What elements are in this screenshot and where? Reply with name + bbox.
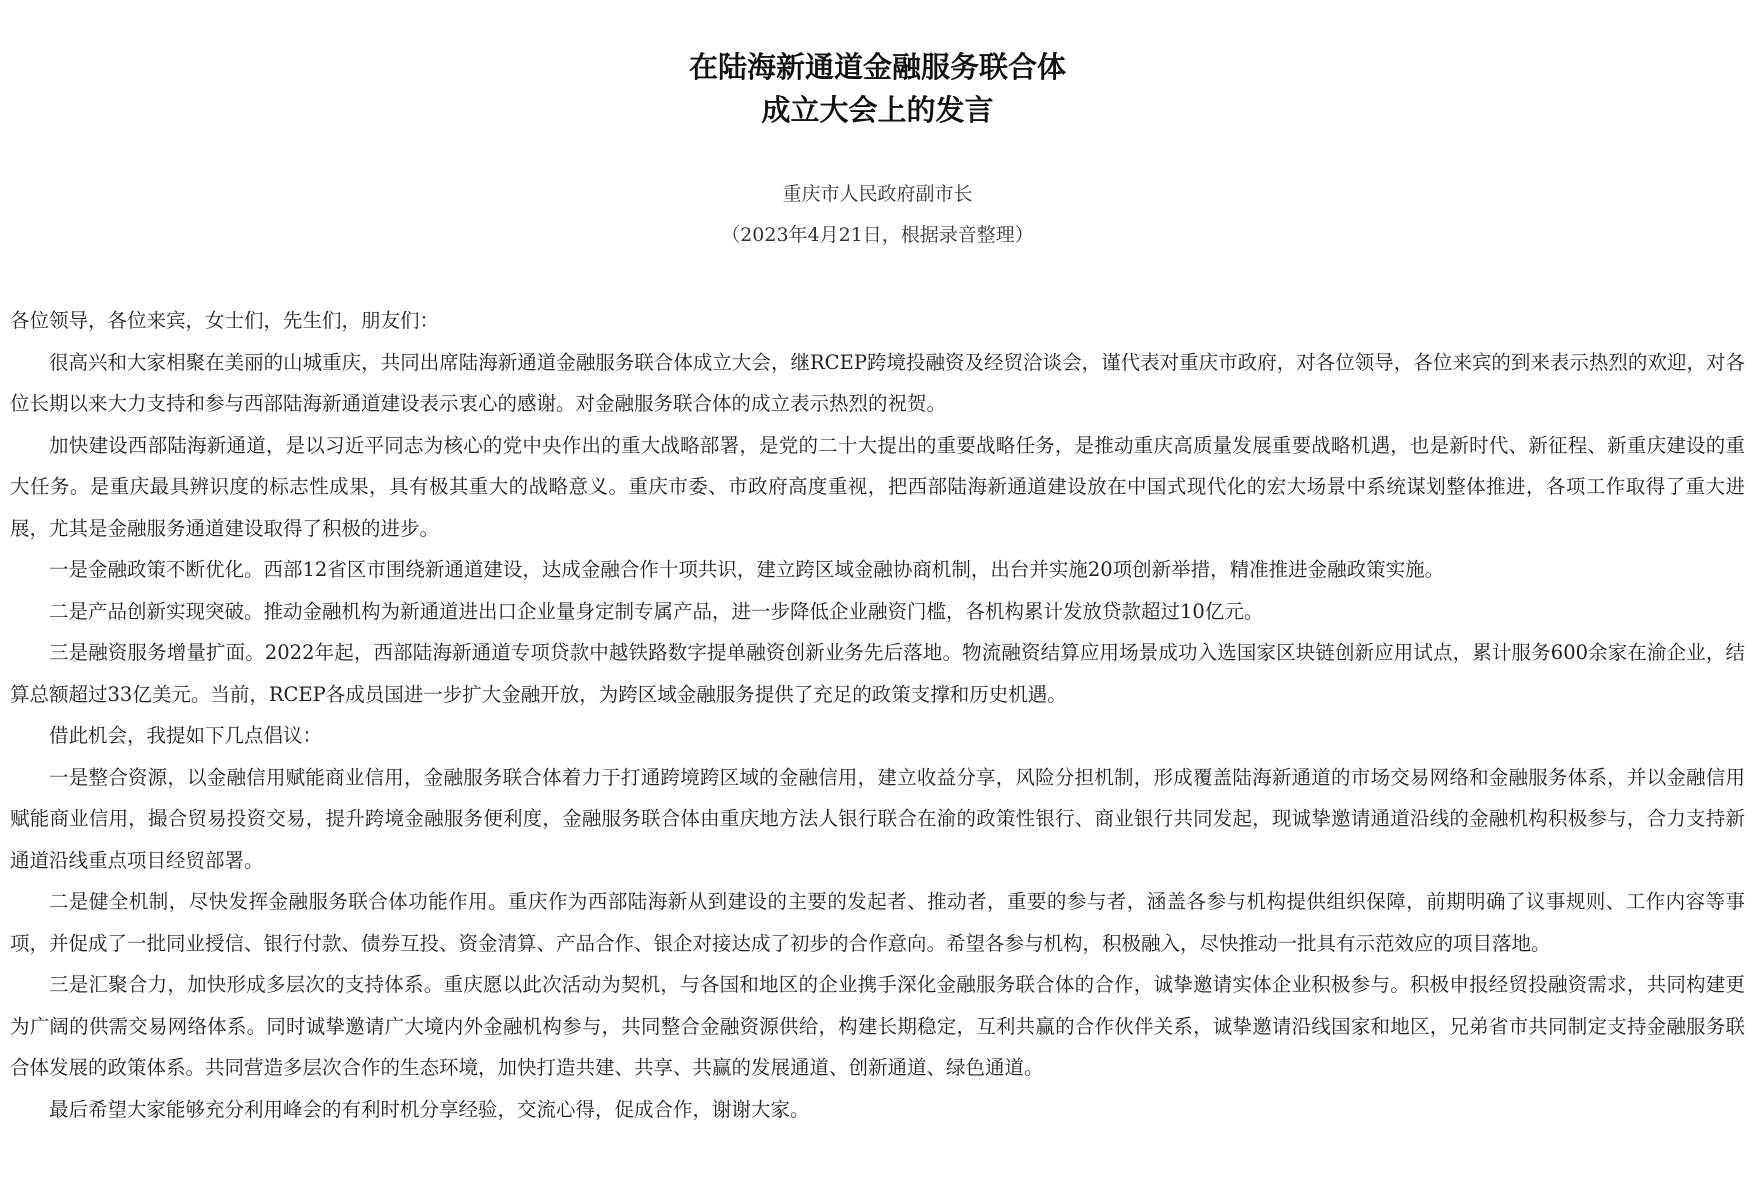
paragraph: 三是融资服务增量扩面。2022年起，西部陆海新通道专项贷款中越铁路数字提单融资创新业务先后落地。物流融资结算应用场景成功入选国家区块链创新应用试点，累计服务600余家在渝企业，结算总额超过33亿美元。当前，RCEP各成员国进一步扩大金融开放，为跨区域金融服务提供了充足的政策支撑和历史机遇。: [10, 641, 1745, 706]
paragraph: 很高兴和大家相聚在美丽的山城重庆，共同出席陆海新通道金融服务联合体成立大会，继RCEP跨境投融资及经贸洽谈会，谨代表对重庆市政府，对各位领导，各位来宾的到来表示热烈的欢迎，对各位长期以来大力支持和参与西部陆海新通道建设表示衷心的感谢。对金融服务联合体的成立表示热烈的祝贺。: [10, 350, 1745, 415]
paragraph: 一是整合资源，以金融信用赋能商业信用，金融服务联合体着力于打通跨境跨区域的金融信用，建立收益分享，风险分担机制，形成覆盖陆海新通道的市场交易网络和金融服务体系，并以金融信用赋能商业信用，撮合贸易投资交易，提升跨境金融服务便利度，金融服务联合体由重庆地方法人银行联合在渝的政策性银行、商业银行共同发起，现诚挚邀请通道沿线的金融机构积极参与，合力支持新通道沿线重点项目经贸部署。: [10, 765, 1745, 872]
paragraph: 加快建设西部陆海新通道，是以习近平同志为核心的党中央作出的重大战略部署，是党的二十大提出的重要战略任务，是推动重庆高质量发展重要战略机遇，也是新时代、新征程、新重庆建设的重大任务。是重庆最具辨识度的标志性成果，具有极其重大的战略意义。重庆市委、市政府高度重视，把西部陆海新通道建设放在中国式现代化的宏大场景中系统谋划整体推进，各项工作取得了重大进展，尤其是金融服务通道建设取得了积极的进步。: [10, 433, 1745, 540]
speech-body: [10, 300, 1745, 1130]
speaker-line: 重庆市人民政府副市长: [782, 183, 973, 205]
paragraph: 二是产品创新实现突破。推动金融机构为新通道进出口企业量身定制专属产品，进一步降低企业融资门槛，各机构累计发放贷款超过10亿元。: [49, 599, 1264, 623]
date-note: （2023年4月21日，根据录音整理）: [721, 224, 1034, 246]
paragraph: 一是金融政策不断优化。西部12省区市围绕新通道建设，达成金融合作十项共识，建立跨区域金融协商机制，出台并实施20项创新举措，精准推进金融政策实施。: [49, 558, 1445, 581]
document-title-line-2: 成立大会上的发言: [761, 93, 994, 127]
paragraph: 三是汇聚合力，加快形成多层次的支持体系。重庆愿以此次活动为契机，与各国和地区的企业携手深化金融服务联合体的合作，诚挚邀请实体企业积极参与。积极申报经贸投融资需求，共同构建更为广阔的供需交易网络体系。同时诚挚邀请广大境内外金融机构参与，共同整合金融资源供给，构建长期稳定，互利共赢的合作伙伴关系，诚挚邀请沿线国家和地区，兄弟省市共同制定支持金融服务联合体发展的政策体系。共同营造多层次合作的生态环境，加快打造共建、共享、共赢的发展通道、创新通道、绿色通道。: [10, 973, 1745, 1079]
paragraph: 借此机会，我提如下几点倡议：: [49, 724, 323, 747]
document-title-line-1: 在陆海新通道金融服务联合体: [688, 50, 1066, 84]
paragraph: 最后希望大家能够充分利用峰会的有利时机分享经验，交流心得，促成合作，谢谢大家。: [49, 1097, 810, 1121]
salutation: 各位领导，各位来宾，女士们，先生们，朋友们：: [10, 309, 440, 332]
paragraph: 二是健全机制，尽快发挥金融服务联合体功能作用。重庆作为西部陆海新从到建设的主要的发起者、推动者，重要的参与者，涵盖各参与机构提供组织保障，前期明确了议事规则、工作内容等事项，并促成了一批同业授信、银行付款、债券互投、资金清算、产品合作、银企对接达成了初步的合作意向。希望各参与机构，积极融入，尽快推动一批具有示范效应的项目落地。: [10, 890, 1745, 955]
